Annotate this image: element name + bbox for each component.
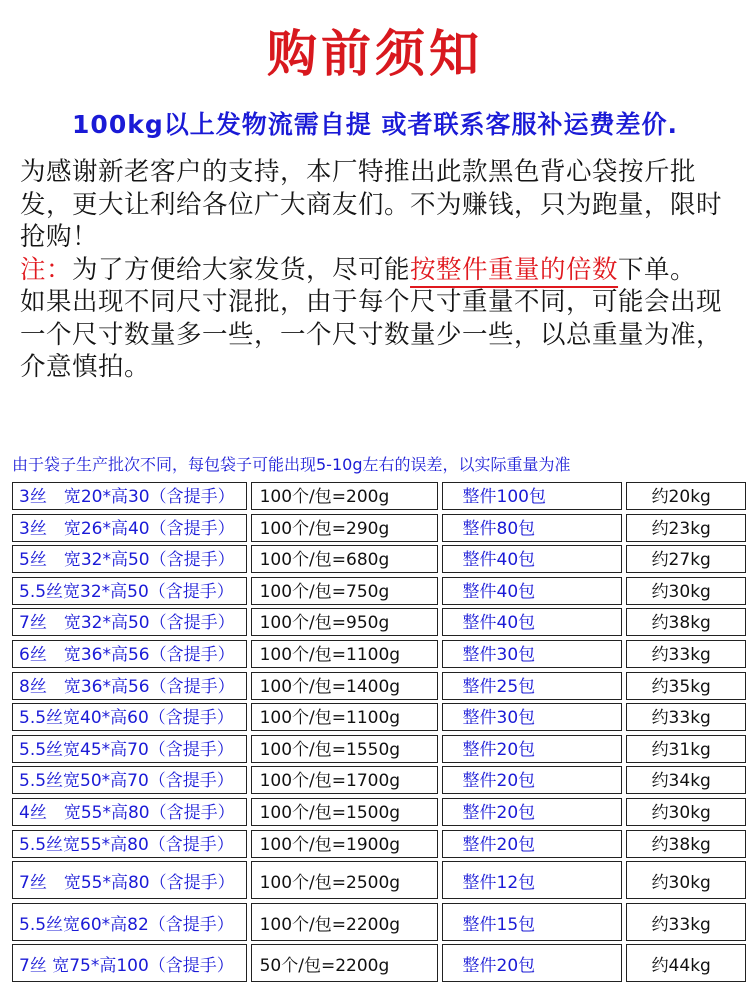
table-row (12, 861, 746, 899)
bundle-cell: 整件25包 (442, 672, 622, 700)
pack-cell: 100个/包=2200g (251, 903, 438, 941)
bundle-cell: 整件20包 (442, 798, 622, 826)
shipping-notice: 100kg以上发物流需自提 或者联系客服补运费差价. (72, 110, 678, 139)
spec-cell: 7丝 宽55*高80（含提手） (12, 861, 247, 899)
pack-cell: 100个/包=1550g (251, 735, 438, 763)
spec-cell: 5.5丝宽60*高82（含提手） (12, 903, 247, 941)
spec-cell: 8丝 宽36*高56（含提手） (12, 672, 247, 700)
bundle-cell: 整件20包 (442, 735, 622, 763)
spec-cell: 3丝 宽26*高40（含提手） (12, 514, 247, 542)
weight-cell: 约23kg (626, 514, 746, 542)
note-emphasis: 按整件重量的倍数 (410, 254, 619, 285)
weight-cell: 约33kg (626, 703, 746, 731)
table-row (12, 903, 746, 941)
table-row (12, 577, 746, 605)
pack-cell: 100个/包=1400g (251, 672, 438, 700)
pack-cell: 100个/包=290g (251, 514, 438, 542)
table-row (12, 735, 746, 763)
bundle-cell: 整件80包 (442, 514, 622, 542)
pack-cell: 100个/包=200g (251, 482, 438, 510)
bundle-cell: 整件40包 (442, 608, 622, 636)
table-row (12, 830, 746, 858)
pack-cell: 100个/包=750g (251, 577, 438, 605)
spec-cell: 5.5丝宽45*高70（含提手） (12, 735, 247, 763)
table-row (12, 703, 746, 731)
weight-cell: 约31kg (626, 735, 746, 763)
pack-cell: 100个/包=1900g (251, 830, 438, 858)
page-title: 购前须知 (267, 25, 483, 83)
bundle-cell: 整件40包 (442, 545, 622, 573)
note-label: 注： (20, 254, 73, 285)
table-row (12, 545, 746, 573)
spec-cell: 5.5丝宽40*高60（含提手） (12, 703, 247, 731)
weight-cell: 约38kg (626, 608, 746, 636)
note-paragraph (20, 254, 740, 287)
bundle-cell: 整件12包 (442, 861, 622, 899)
weight-cell: 约33kg (626, 903, 746, 941)
table-row (12, 766, 746, 794)
bundle-cell: 整件30包 (442, 640, 622, 668)
weight-cell: 约20kg (626, 482, 746, 510)
weight-cell: 约30kg (626, 861, 746, 899)
spec-cell: 5.5丝宽55*高80（含提手） (12, 830, 247, 858)
bundle-cell: 整件20包 (442, 944, 622, 982)
spec-cell: 5.5丝宽50*高70（含提手） (12, 766, 247, 794)
weight-cell: 约35kg (626, 672, 746, 700)
intro-paragraph: 为感谢新老客户的支持，本厂特推出此款黑色背心袋按斤批发，更大让利给各位广大商友们。不为赚钱，只为跑量，限时抢购！ (20, 157, 723, 252)
bundle-cell: 整件20包 (442, 830, 622, 858)
spec-cell: 7丝 宽32*高50（含提手） (12, 608, 247, 636)
pack-cell: 100个/包=1100g (251, 640, 438, 668)
note-tail: 下单。 (618, 254, 697, 285)
bundle-cell: 整件15包 (442, 903, 622, 941)
pack-cell: 100个/包=1500g (251, 798, 438, 826)
weight-cell: 约30kg (626, 798, 746, 826)
table-row (12, 944, 746, 982)
table-row (12, 514, 746, 542)
spec-cell: 5丝 宽32*高50（含提手） (12, 545, 247, 573)
pack-cell: 100个/包=1100g (251, 703, 438, 731)
table-row (12, 608, 746, 636)
spec-cell: 7丝 宽75*高100（含提手） (12, 944, 247, 982)
spec-cell: 4丝 宽55*高80（含提手） (12, 798, 247, 826)
weight-cell: 约27kg (626, 545, 746, 573)
weight-cell: 约33kg (626, 640, 746, 668)
spec-cell: 3丝 宽20*高30（含提手） (12, 482, 247, 510)
table-row (12, 482, 746, 510)
pack-cell: 100个/包=1700g (251, 766, 438, 794)
table-note: 由于袋子生产批次不同，每包袋子可能出现5-10g左右的误差，以实际重量为准 (12, 455, 571, 474)
table-row (12, 640, 746, 668)
bundle-cell: 整件20包 (442, 766, 622, 794)
bundle-cell: 整件30包 (442, 703, 622, 731)
weight-cell: 约34kg (626, 766, 746, 794)
table-row (12, 672, 746, 700)
description-text (20, 156, 740, 384)
bundle-cell: 整件100包 (442, 482, 622, 510)
pack-cell: 100个/包=950g (251, 608, 438, 636)
note-text: 为了方便给大家发货，尽可能 (72, 254, 411, 285)
spec-cell: 5.5丝宽32*高50（含提手） (12, 577, 247, 605)
bundle-cell: 整件40包 (442, 577, 622, 605)
pack-cell: 50个/包=2200g (251, 944, 438, 982)
pack-cell: 100个/包=680g (251, 545, 438, 573)
spec-cell: 6丝 宽36*高56（含提手） (12, 640, 247, 668)
weight-cell: 约38kg (626, 830, 746, 858)
pack-cell: 100个/包=2500g (251, 861, 438, 899)
table-row (12, 798, 746, 826)
spec-table (12, 482, 746, 986)
weight-cell: 约30kg (626, 577, 746, 605)
weight-cell: 约44kg (626, 944, 746, 982)
mixed-batch-paragraph: 如果出现不同尺寸混批，由于每个尺寸重量不同，可能会出现一个尺寸数量多一些，一个尺寸数量少一些，以总重量为准，介意慎拍。 (20, 287, 723, 382)
